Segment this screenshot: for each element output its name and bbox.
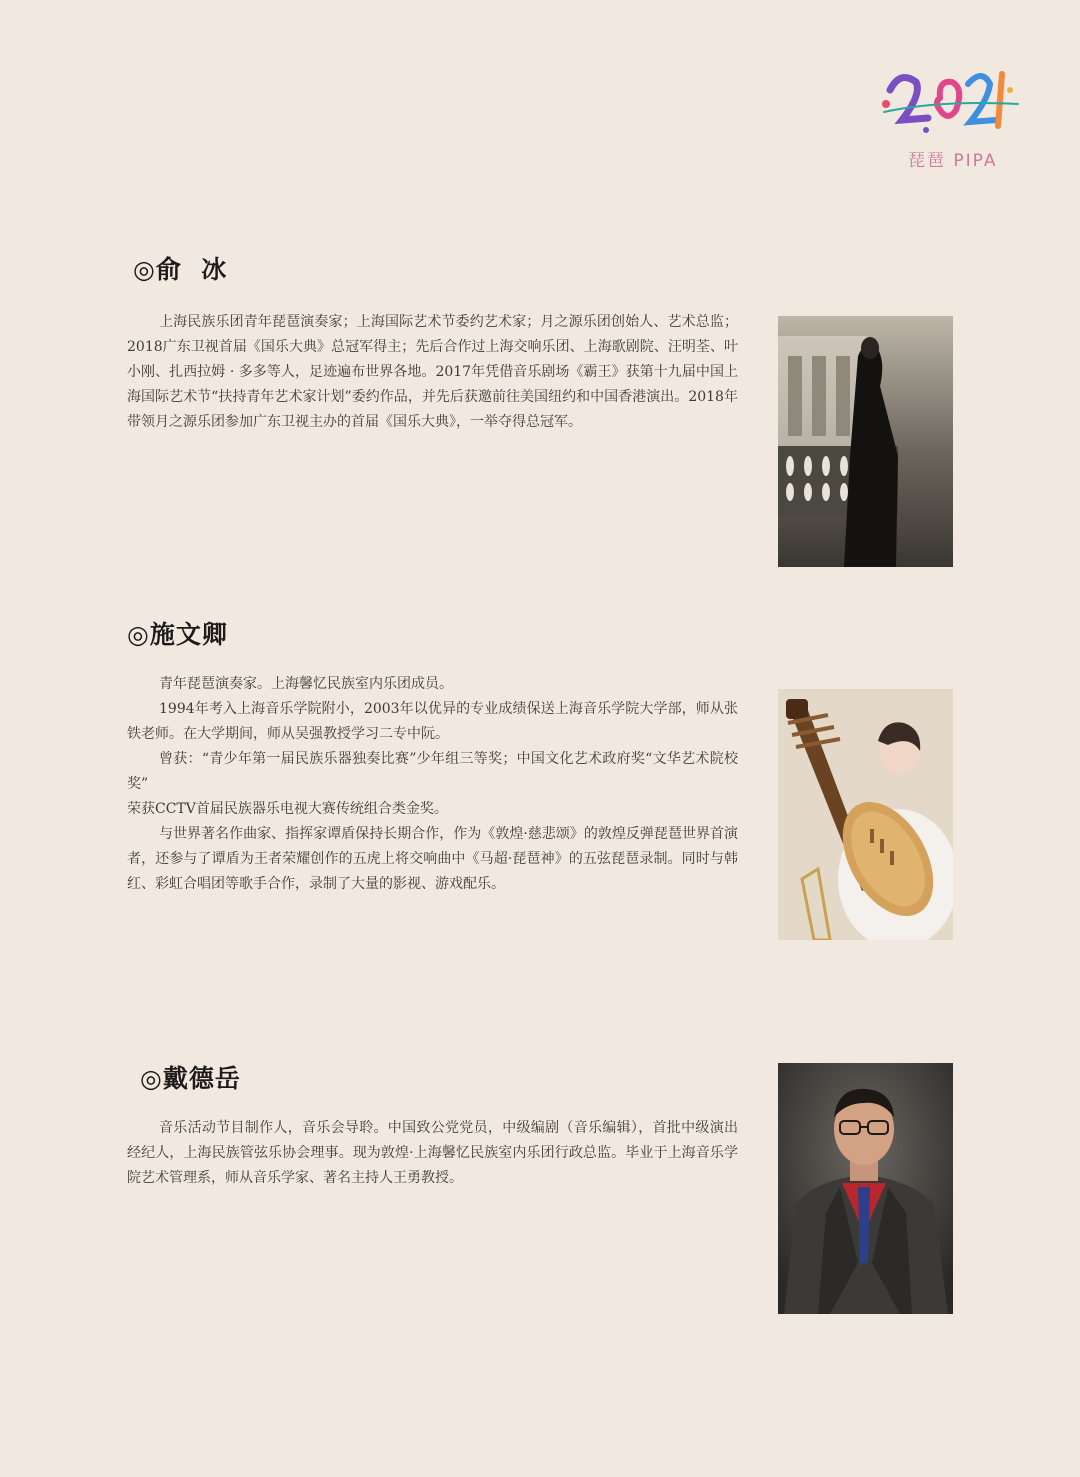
profile-photo (778, 316, 953, 567)
bio-paragraph: 1994年考入上海音乐学院附小，2003年以优异的专业成绩保送上海音乐学院大学部，师从张铁老师。在大学期间，师从吴强教授学习二专中阮。 (127, 701, 738, 742)
performer-photo-image (778, 316, 953, 567)
profile-name: ◎戴德岳 (140, 1064, 241, 1093)
bio-paragraph: 与世界著名作曲家、指挥家谭盾保持长期合作，作为《敦煌·慈悲颂》的敦煌反弹琵琶世界首演者，还参与了谭盾为王者荣耀创作的五虎上将交响曲中《马超·琵琶神》的五弦琵琶录制。同时与韩红、彩虹合唱团等歌手合作，录制了大量的影视、游戏配乐。 (127, 826, 738, 892)
bio-paragraph: 荣获CCTV首届民族器乐电视大赛传统组合类金奖。 (127, 801, 448, 817)
profile-photo (778, 1063, 953, 1314)
portrait-photo-image (778, 1063, 953, 1314)
bio-paragraph: 上海民族乐团青年琵琶演奏家；上海国际艺术节委约艺术家；月之源乐团创始人、艺术总监；2018广东卫视首届《国乐大典》总冠军得主；先后合作过上海交响乐团、上海歌剧院、汪明荃、叶小刚、扎西拉姆 · 多多等人，足迹遍布世界各地。2017年凭借音乐剧场《霸王》获第十九届中国上海国际艺术节“扶持青年艺术家计划”委约作品，并先后获邀前往美国纽约和中国香港演出。2018年带领月之源乐团参加广东卫视主办的首届《国乐大典》，一举夺得总冠军。 (127, 314, 738, 430)
profile-bio (127, 310, 738, 435)
festival-logo (878, 60, 1028, 175)
bio-paragraph: 青年琵琶演奏家。上海馨忆民族室内乐团成员。 (159, 676, 453, 692)
logo-subtitle: 琵琶 PIPA (908, 151, 998, 171)
profile-bio (127, 672, 738, 897)
bio-paragraph: 音乐活动节目制作人，音乐会导聆。中国致公党党员，中级编剧（音乐编辑），首批中级演出经纪人，上海民族管弦乐协会理事。现为敦煌·上海馨忆民族室内乐团行政总监。毕业于上海音乐学院艺术管理系，师从音乐学家、著名主持人王勇教授。 (127, 1120, 738, 1186)
profile-photo (778, 689, 953, 940)
profile-name: ◎施文卿 (127, 620, 228, 649)
profile-name: ◎俞 冰 (133, 255, 228, 284)
logo-year-graphic (878, 60, 1028, 150)
performer-photo-image (778, 689, 953, 940)
bio-paragraph: 曾获：“青少年第一届民族乐器独奏比赛”少年组三等奖；中国文化艺术政府奖“文华艺术院校奖” (127, 751, 738, 792)
profile-bio (127, 1116, 738, 1191)
